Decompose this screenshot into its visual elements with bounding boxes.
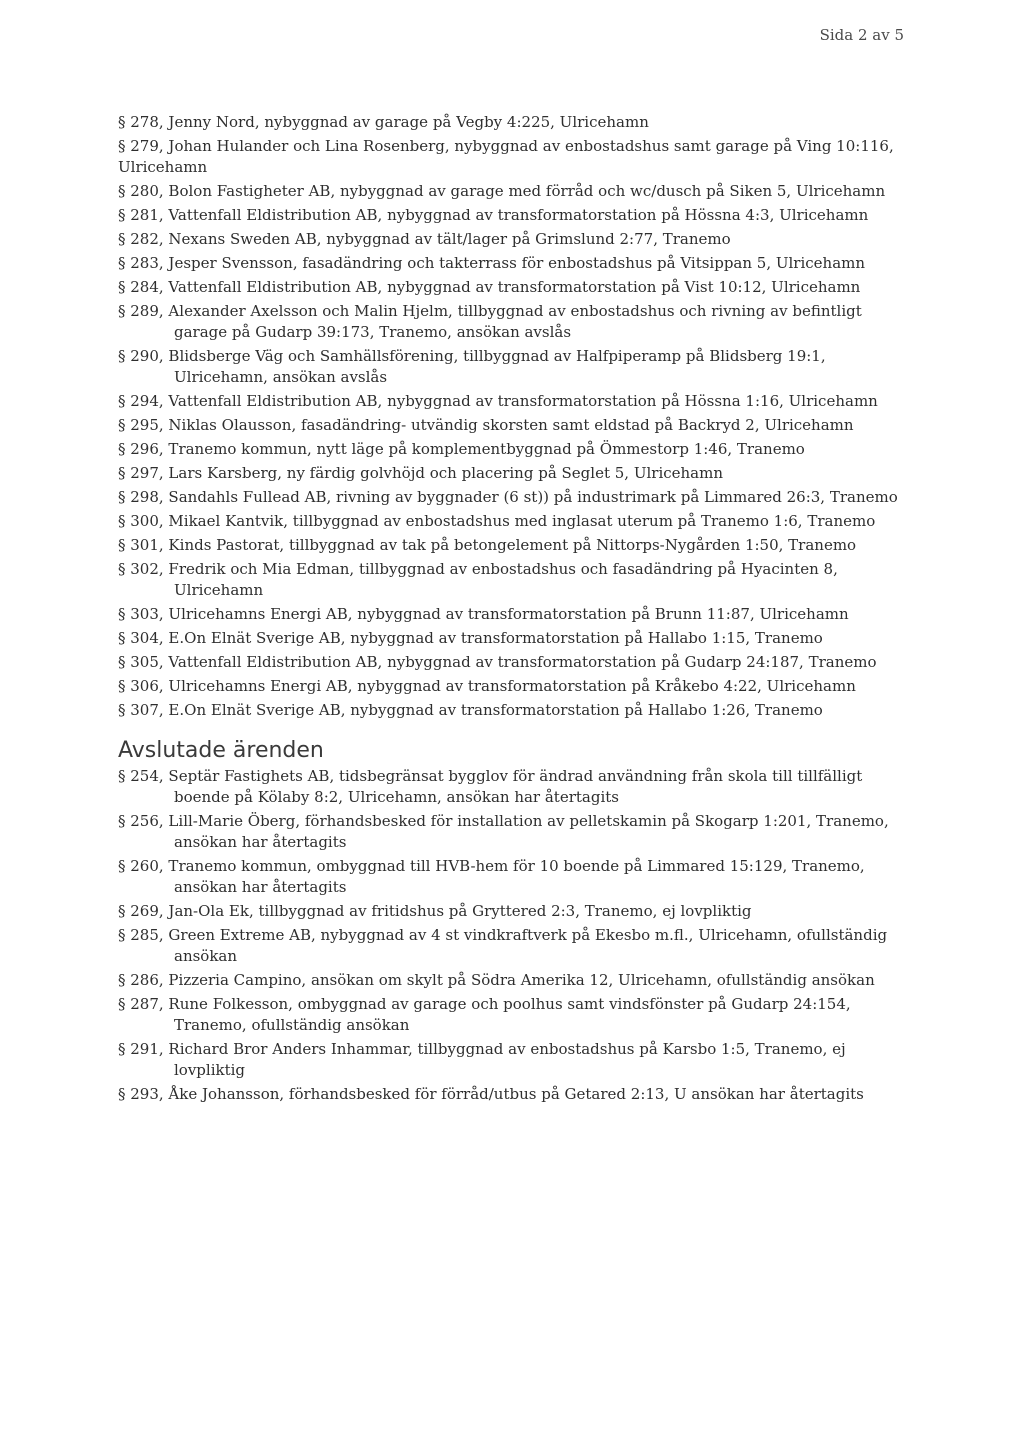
- case-entry: § 285, Green Extreme AB, nybyggnad av 4 st vindkraftverk på Ekesbo m.fl., Ulricehamn, ofullständig ansökan: [118, 926, 888, 965]
- case-entry: § 306, Ulricehamns Energi AB, nybyggnad av transformatorstation på Kråkebo 4:22, Ulricehamn: [118, 677, 856, 695]
- case-entry: § 278, Jenny Nord, nybyggnad av garage på Vegby 4:225, Ulricehamn: [118, 113, 649, 131]
- case-entry: § 281, Vattenfall Eldistribution AB, nybyggnad av transformatorstation på Hössna 4:3, Ulricehamn: [118, 206, 869, 224]
- case-entry: § 303, Ulricehamns Energi AB, nybyggnad av transformatorstation på Brunn 11:87, Ulricehamn: [118, 605, 849, 623]
- document-body: [118, 112, 908, 1108]
- case-entry: § 304, E.On Elnät Sverige AB, nybyggnad av transformatorstation på Hallabo 1:15, Tranemo: [118, 629, 823, 647]
- case-entry: § 291, Richard Bror Anders Inhammar, tillbyggnad av enbostadshus på Karsbo 1:5, Tranemo, ej lovpliktig: [118, 1040, 846, 1079]
- case-entry: § 254, Septär Fastighets AB, tidsbegränsat bygglov för ändrad användning från skola till tillfälligt boende på Kölaby 8:2, Ulricehamn, ansökan har återtagits: [118, 767, 863, 806]
- case-entry: § 302, Fredrik och Mia Edman, tillbyggnad av enbostadshus och fasadändring på Hyacinten 8, Ulricehamn: [118, 560, 838, 599]
- case-entry: § 287, Rune Folkesson, ombyggnad av garage och poolhus samt vindsfönster på Gudarp 24:154, Tranemo, ofullständig ansökan: [118, 995, 851, 1034]
- case-entry: § 256, Lill-Marie Öberg, förhandsbesked för installation av pelletskamin på Skogarp 1:201, Tranemo, ansökan har återtagits: [118, 812, 889, 851]
- closed-cases-heading: Avslutade ärenden: [118, 738, 324, 763]
- case-entry: § 307, E.On Elnät Sverige AB, nybyggnad av transformatorstation på Hallabo 1:26, Tranemo: [118, 701, 823, 719]
- case-entry: § 269, Jan-Ola Ek, tillbyggnad av fritidshus på Gryttered 2:3, Tranemo, ej lovpliktig: [118, 902, 752, 920]
- case-entry: § 279, Johan Hulander och Lina Rosenberg, nybyggnad av enbostadshus samt garage på Ving 10:116, Ulricehamn: [118, 137, 894, 176]
- case-entry: § 289, Alexander Axelsson och Malin Hjelm, tillbyggnad av enbostadshus och rivning av befintligt garage på Gudarp 39:173, Tranemo, ansökan avslås: [118, 302, 862, 341]
- case-entry: § 296, Tranemo kommun, nytt läge på komplementbyggnad på Ömmestorp 1:46, Tranemo: [118, 440, 805, 458]
- case-entry: § 290, Blidsberge Väg och Samhällsförening, tillbyggnad av Halfpiperamp på Blidsberg 19:1, Ulricehamn, ansökan avslås: [118, 347, 826, 386]
- case-entry: § 286, Pizzeria Campino, ansökan om skylt på Södra Amerika 12, Ulricehamn, ofullständig ansökan: [118, 971, 875, 989]
- case-entry: § 301, Kinds Pastorat, tillbyggnad av tak på betongelement på Nittorps-Nygården 1:50, Tranemo: [118, 536, 857, 554]
- page-number: Sida 2 av 5: [819, 26, 904, 44]
- case-entry: § 295, Niklas Olausson, fasadändring- utvändig skorsten samt eldstad på Backryd 2, Ulricehamn: [118, 416, 854, 434]
- case-entry: § 305, Vattenfall Eldistribution AB, nybyggnad av transformatorstation på Gudarp 24:187, Tranemo: [118, 653, 877, 671]
- permits-list: [118, 112, 908, 721]
- case-entry: § 300, Mikael Kantvik, tillbyggnad av enbostadshus med inglasat uterum på Tranemo 1:6, Tranemo: [118, 512, 876, 530]
- case-entry: § 283, Jesper Svensson, fasadändring och takterrass för enbostadshus på Vitsippan 5, Ulricehamn: [118, 254, 866, 272]
- case-entry: § 282, Nexans Sweden AB, nybyggnad av tält/lager på Grimslund 2:77, Tranemo: [118, 230, 731, 248]
- case-entry: § 260, Tranemo kommun, ombyggnad till HVB-hem för 10 boende på Limmared 15:129, Tranemo, ansökan har återtagits: [118, 857, 865, 896]
- closed-cases-list: [118, 766, 908, 1105]
- case-entry: § 284, Vattenfall Eldistribution AB, nybyggnad av transformatorstation på Vist 10:12, Ulricehamn: [118, 278, 861, 296]
- case-entry: § 280, Bolon Fastigheter AB, nybyggnad av garage med förråd och wc/dusch på Siken 5, Ulricehamn: [118, 182, 886, 200]
- case-entry: § 297, Lars Karsberg, ny färdig golvhöjd och placering på Seglet 5, Ulricehamn: [118, 464, 724, 482]
- case-entry: § 293, Åke Johansson, förhandsbesked för förråd/utbus på Getared 2:13, U ansökan har återtagits: [118, 1085, 864, 1103]
- case-entry: § 298, Sandahls Fullead AB, rivning av byggnader (6 st)) på industrimark på Limmared 26:3, Tranemo: [118, 488, 898, 506]
- case-entry: § 294, Vattenfall Eldistribution AB, nybyggnad av transformatorstation på Hössna 1:16, Ulricehamn: [118, 392, 878, 410]
